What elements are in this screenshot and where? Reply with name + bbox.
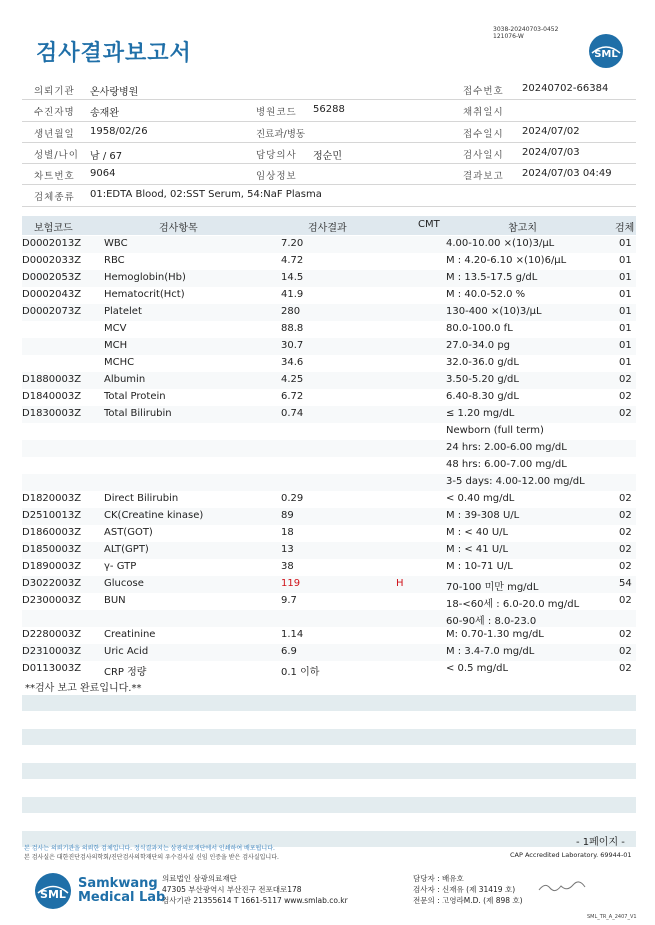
row-result: 0.1 이하 xyxy=(281,667,320,678)
brand-line1: Samkwang xyxy=(78,876,158,891)
row-test-name: BUN xyxy=(104,595,126,606)
table-row xyxy=(22,542,636,559)
row-result: 7.20 xyxy=(281,238,304,249)
info-row-4 xyxy=(22,143,636,164)
row-reference: Newborn (full term) xyxy=(446,425,544,436)
row-reference: 32.0-36.0 g/dL xyxy=(446,357,519,368)
row-specimen: 02 xyxy=(619,374,632,385)
row-reference: 3.50-5.20 g/dL xyxy=(446,374,519,385)
dob-value: 1958/02/26 xyxy=(90,125,148,137)
row-specimen: 01 xyxy=(619,357,632,368)
table-row xyxy=(22,508,636,525)
table-row xyxy=(22,389,636,406)
table-row xyxy=(22,423,636,440)
table-row xyxy=(22,559,636,576)
row-insurance-code: D0002013Z xyxy=(22,238,82,249)
row-specimen: 02 xyxy=(619,510,632,521)
row-result: 0.74 xyxy=(281,408,304,419)
table-row xyxy=(22,355,636,372)
specialist: 전문의 : 고영라M.D. (제 898 호) xyxy=(413,896,523,905)
row-specimen: 01 xyxy=(619,272,632,283)
row-result: 1.14 xyxy=(281,629,304,640)
row-reference: M : < 41 U/L xyxy=(446,544,509,555)
row-specimen: 02 xyxy=(619,527,632,538)
table-row xyxy=(22,644,636,661)
row-test-name: ALT(GPT) xyxy=(104,544,149,555)
receipt-no-value: 20240702-66384 xyxy=(522,83,609,94)
chart-no-label: 차트번호 xyxy=(34,171,75,183)
table-row xyxy=(22,576,636,593)
receipt-no-label: 접수번호 xyxy=(463,86,504,97)
chart-no-value: 9064 xyxy=(90,168,116,180)
footnote-print: 본 검사는 의뢰기관을 의뢰한 검체입니다. 정식결과지는 삼광의료재단에서 인쇄하여 배포됩니다. xyxy=(24,845,275,852)
hospital-value: 온사랑병원 xyxy=(90,87,139,98)
report-title: 검사결과보고서 xyxy=(36,41,192,66)
info-row-2 xyxy=(22,100,636,121)
sex-age-label: 성별/나이 xyxy=(34,149,79,161)
col-cmt: CMT xyxy=(418,219,440,230)
row-test-name: AST(GOT) xyxy=(104,527,153,538)
receipt-date-label: 접수일시 xyxy=(463,128,504,140)
row-test-name: Glucose xyxy=(104,578,144,589)
hospital-label: 의뢰기관 xyxy=(34,86,75,97)
row-test-name: CRP 정량 xyxy=(104,667,147,678)
row-insurance-code: D1830003Z xyxy=(22,408,82,419)
row-result: 280 xyxy=(281,306,301,317)
col-insurance-code: 보험코드 xyxy=(34,223,73,234)
row-insurance-code: D0002073Z xyxy=(22,306,82,317)
row-insurance-code: D1860003Z xyxy=(22,527,82,538)
row-result: 89 xyxy=(281,510,294,521)
table-row xyxy=(22,287,636,304)
row-cmt: H xyxy=(396,578,404,589)
name-label: 수진자명 xyxy=(34,107,75,119)
row-insurance-code: D2510013Z xyxy=(22,510,82,521)
info-row-1 xyxy=(22,79,636,100)
row-result: 119 xyxy=(281,578,301,589)
document-id-line2: 121076-W xyxy=(493,33,524,40)
row-result: 41.9 xyxy=(281,289,304,300)
table-row xyxy=(22,304,636,321)
contact: 검사기관 21355614 T 1661-5117 www.smlab.co.kr xyxy=(162,896,348,905)
row-reference: M : 4.20-6.10 ×(10)6/μL xyxy=(446,255,567,266)
row-specimen: 02 xyxy=(619,544,632,555)
row-specimen: 01 xyxy=(619,306,632,317)
table-row xyxy=(22,627,636,644)
row-result: 13 xyxy=(281,544,294,555)
document-id-line1: 3038-20240703-0452 xyxy=(493,26,559,33)
row-test-name: MCH xyxy=(104,340,128,351)
cap-accreditation: CAP Accredited Laboratory. 69944-01 xyxy=(510,851,632,859)
sex-age-value: 남 / 67 xyxy=(90,150,123,162)
row-reference: 80.0-100.0 fL xyxy=(446,323,513,334)
table-row xyxy=(22,270,636,287)
sml-logo-icon xyxy=(588,33,624,69)
row-result: 18 xyxy=(281,527,294,538)
row-insurance-code: D1850003Z xyxy=(22,544,82,555)
row-specimen: 02 xyxy=(619,646,632,657)
info-row-3 xyxy=(22,122,636,143)
row-specimen: 02 xyxy=(619,391,632,402)
table-row xyxy=(22,457,636,474)
row-reference: M : 13.5-17.5 g/dL xyxy=(446,272,538,283)
patient-info xyxy=(22,79,636,207)
table-row xyxy=(22,525,636,542)
row-insurance-code: D3022003Z xyxy=(22,578,82,589)
row-specimen: 02 xyxy=(619,561,632,572)
page-number: - 1페이지 - xyxy=(576,837,625,848)
collect-date-label: 채취일시 xyxy=(463,107,504,119)
brand-line2: Medical Lab xyxy=(78,890,166,905)
row-reference: M : < 40 U/L xyxy=(446,527,509,538)
table-row xyxy=(22,236,636,253)
clinical-label: 임상정보 xyxy=(256,171,297,183)
row-reference: 130-400 ×(10)3/μL xyxy=(446,306,542,317)
col-test-item: 검사항목 xyxy=(159,223,198,234)
row-reference: 48 hrs: 6.00-7.00 mg/dL xyxy=(446,459,567,470)
doctor-label: 담당의사 xyxy=(256,149,297,161)
col-result: 검사결과 xyxy=(308,223,347,234)
row-test-name: Uric Acid xyxy=(104,646,149,657)
row-insurance-code: D1840003Z xyxy=(22,391,82,402)
address: 47305 부산광역시 부산진구 전포대로178 xyxy=(162,885,302,894)
dob-label: 생년월일 xyxy=(34,128,75,140)
row-test-name: RBC xyxy=(104,255,125,266)
row-insurance-code: D0002043Z xyxy=(22,289,82,300)
table-row xyxy=(22,491,636,508)
row-specimen: 02 xyxy=(619,493,632,504)
row-reference: ≤ 1.20 mg/dL xyxy=(446,408,515,419)
row-reference: 18-<60세 : 6.0-20.0 mg/dL xyxy=(446,599,580,610)
signature-icon xyxy=(537,879,587,895)
row-reference: < 0.40 mg/dL xyxy=(446,493,515,504)
test-date-label: 검사일시 xyxy=(463,149,504,161)
row-result: 4.25 xyxy=(281,374,304,385)
table-row xyxy=(22,593,636,610)
empty-row-stripe xyxy=(22,763,636,779)
empty-row-stripe xyxy=(22,695,636,711)
row-specimen: 01 xyxy=(619,323,632,334)
footnote-certification: 본 검사실은 대한진단검사의학회/진단검사의학재단의 우수검사실 신임 인증을 받은 검사실입니다. xyxy=(24,854,279,861)
row-test-name: MCHC xyxy=(104,357,135,368)
table-row xyxy=(22,372,636,389)
table-row xyxy=(22,406,636,423)
row-insurance-code: D0002033Z xyxy=(22,255,82,266)
receipt-date-value: 2024/07/02 xyxy=(522,125,580,137)
row-insurance-code: D1890003Z xyxy=(22,561,82,572)
results-table-header xyxy=(22,216,636,235)
row-specimen: 01 xyxy=(619,238,632,249)
sml-logo-text: SML xyxy=(594,49,618,60)
staff-list xyxy=(413,873,523,906)
row-insurance-code: D1820003Z xyxy=(22,493,82,504)
row-test-name: Hemoglobin(Hb) xyxy=(104,272,186,283)
row-insurance-code: D1880003Z xyxy=(22,374,82,385)
row-specimen: 02 xyxy=(619,663,632,674)
completion-note: **검사 보고 완료입니다.** xyxy=(25,683,142,694)
row-test-name: Total Bilirubin xyxy=(104,408,172,419)
report-date-value: 2024/07/03 04:49 xyxy=(522,168,612,180)
org-name: 의료법인 삼광의료재단 xyxy=(162,874,237,883)
row-reference: M : 40.0-52.0 % xyxy=(446,289,526,300)
specimen-value: 01:EDTA Blood, 02:SST Serum, 54:NaF Plasma xyxy=(90,189,322,201)
row-reference: 70-100 미만 mg/dL xyxy=(446,582,539,593)
table-row xyxy=(22,474,636,491)
row-result: 6.72 xyxy=(281,391,304,402)
table-row xyxy=(22,610,636,627)
col-specimen: 검체 xyxy=(615,223,635,234)
row-reference: 3-5 days: 4.00-12.00 mg/dL xyxy=(446,476,585,487)
hospital-code-value: 56288 xyxy=(313,104,345,116)
hospital-code-label: 병원코드 xyxy=(256,107,297,119)
sml-footer-logo-text: SML xyxy=(40,888,66,901)
brand-name xyxy=(78,877,165,905)
row-test-name: Platelet xyxy=(104,306,142,317)
row-insurance-code: D0113003Z xyxy=(22,663,82,674)
row-reference: M : 3.4-7.0 mg/dL xyxy=(446,646,535,657)
row-result: 34.6 xyxy=(281,357,304,368)
col-reference: 참고치 xyxy=(508,223,537,234)
row-result: 9.7 xyxy=(281,595,297,606)
row-test-name: Creatinine xyxy=(104,629,156,640)
table-row xyxy=(22,440,636,457)
manager: 담당자 : 배유호 xyxy=(413,874,464,883)
row-insurance-code: D2280003Z xyxy=(22,629,82,640)
table-row xyxy=(22,338,636,355)
row-specimen: 02 xyxy=(619,629,632,640)
row-result: 30.7 xyxy=(281,340,304,351)
form-id: SML_TR_A_2407_V1 xyxy=(587,914,637,920)
row-test-name: CK(Creatine kinase) xyxy=(104,510,204,521)
row-reference: 27.0-34.0 pg xyxy=(446,340,511,351)
row-test-name: Direct Bilirubin xyxy=(104,493,179,504)
row-result: 4.72 xyxy=(281,255,304,266)
row-insurance-code: D2300003Z xyxy=(22,595,82,606)
row-result: 0.29 xyxy=(281,493,304,504)
row-insurance-code: D0002053Z xyxy=(22,272,82,283)
row-specimen: 02 xyxy=(619,408,632,419)
table-row xyxy=(22,253,636,270)
row-test-name: Total Protein xyxy=(104,391,166,402)
row-insurance-code: D2310003Z xyxy=(22,646,82,657)
lab-address xyxy=(162,873,348,906)
row-test-name: Albumin xyxy=(104,374,146,385)
sml-footer-logo-icon xyxy=(34,872,72,910)
row-test-name: γ- GTP xyxy=(104,561,137,572)
row-reference: M : 10-71 U/L xyxy=(446,561,513,572)
row-reference: 24 hrs: 2.00-6.00 mg/dL xyxy=(446,442,567,453)
row-specimen: 01 xyxy=(619,340,632,351)
info-row-6 xyxy=(22,185,636,206)
empty-row-stripe xyxy=(22,797,636,813)
row-specimen: 54 xyxy=(619,578,632,589)
table-row xyxy=(22,661,636,678)
row-reference: M: 0.70-1.30 mg/dL xyxy=(446,629,544,640)
row-reference: 4.00-10.00 ×(10)3/μL xyxy=(446,238,555,249)
row-result: 6.9 xyxy=(281,646,297,657)
row-test-name: MCV xyxy=(104,323,127,334)
row-test-name: WBC xyxy=(104,238,128,249)
row-result: 14.5 xyxy=(281,272,304,283)
row-specimen: 01 xyxy=(619,289,632,300)
test-date-value: 2024/07/03 xyxy=(522,146,580,158)
results-table-body xyxy=(22,236,636,678)
name-value: 송재완 xyxy=(90,108,119,120)
row-specimen: 02 xyxy=(619,595,632,606)
row-result: 38 xyxy=(281,561,294,572)
document-id xyxy=(493,26,558,40)
row-reference: 60-90세 : 8.0-23.0 xyxy=(446,616,537,627)
doctor-value: 정순민 xyxy=(313,150,342,162)
row-reference: M : 39-308 U/L xyxy=(446,510,520,521)
specimen-label: 검체종류 xyxy=(34,192,75,204)
technician: 검사자 : 신재유 (제 31419 호) xyxy=(413,885,516,894)
row-specimen: 01 xyxy=(619,255,632,266)
dept-label: 진료과/병동 xyxy=(256,128,306,140)
row-result: 88.8 xyxy=(281,323,304,334)
row-test-name: Hematocrit(Hct) xyxy=(104,289,185,300)
table-row xyxy=(22,321,636,338)
row-reference: 6.40-8.30 g/dL xyxy=(446,391,519,402)
empty-row-stripe xyxy=(22,729,636,745)
row-reference: < 0.5 mg/dL xyxy=(446,663,509,674)
info-row-5 xyxy=(22,164,636,185)
report-date-label: 결과보고 xyxy=(463,171,504,183)
